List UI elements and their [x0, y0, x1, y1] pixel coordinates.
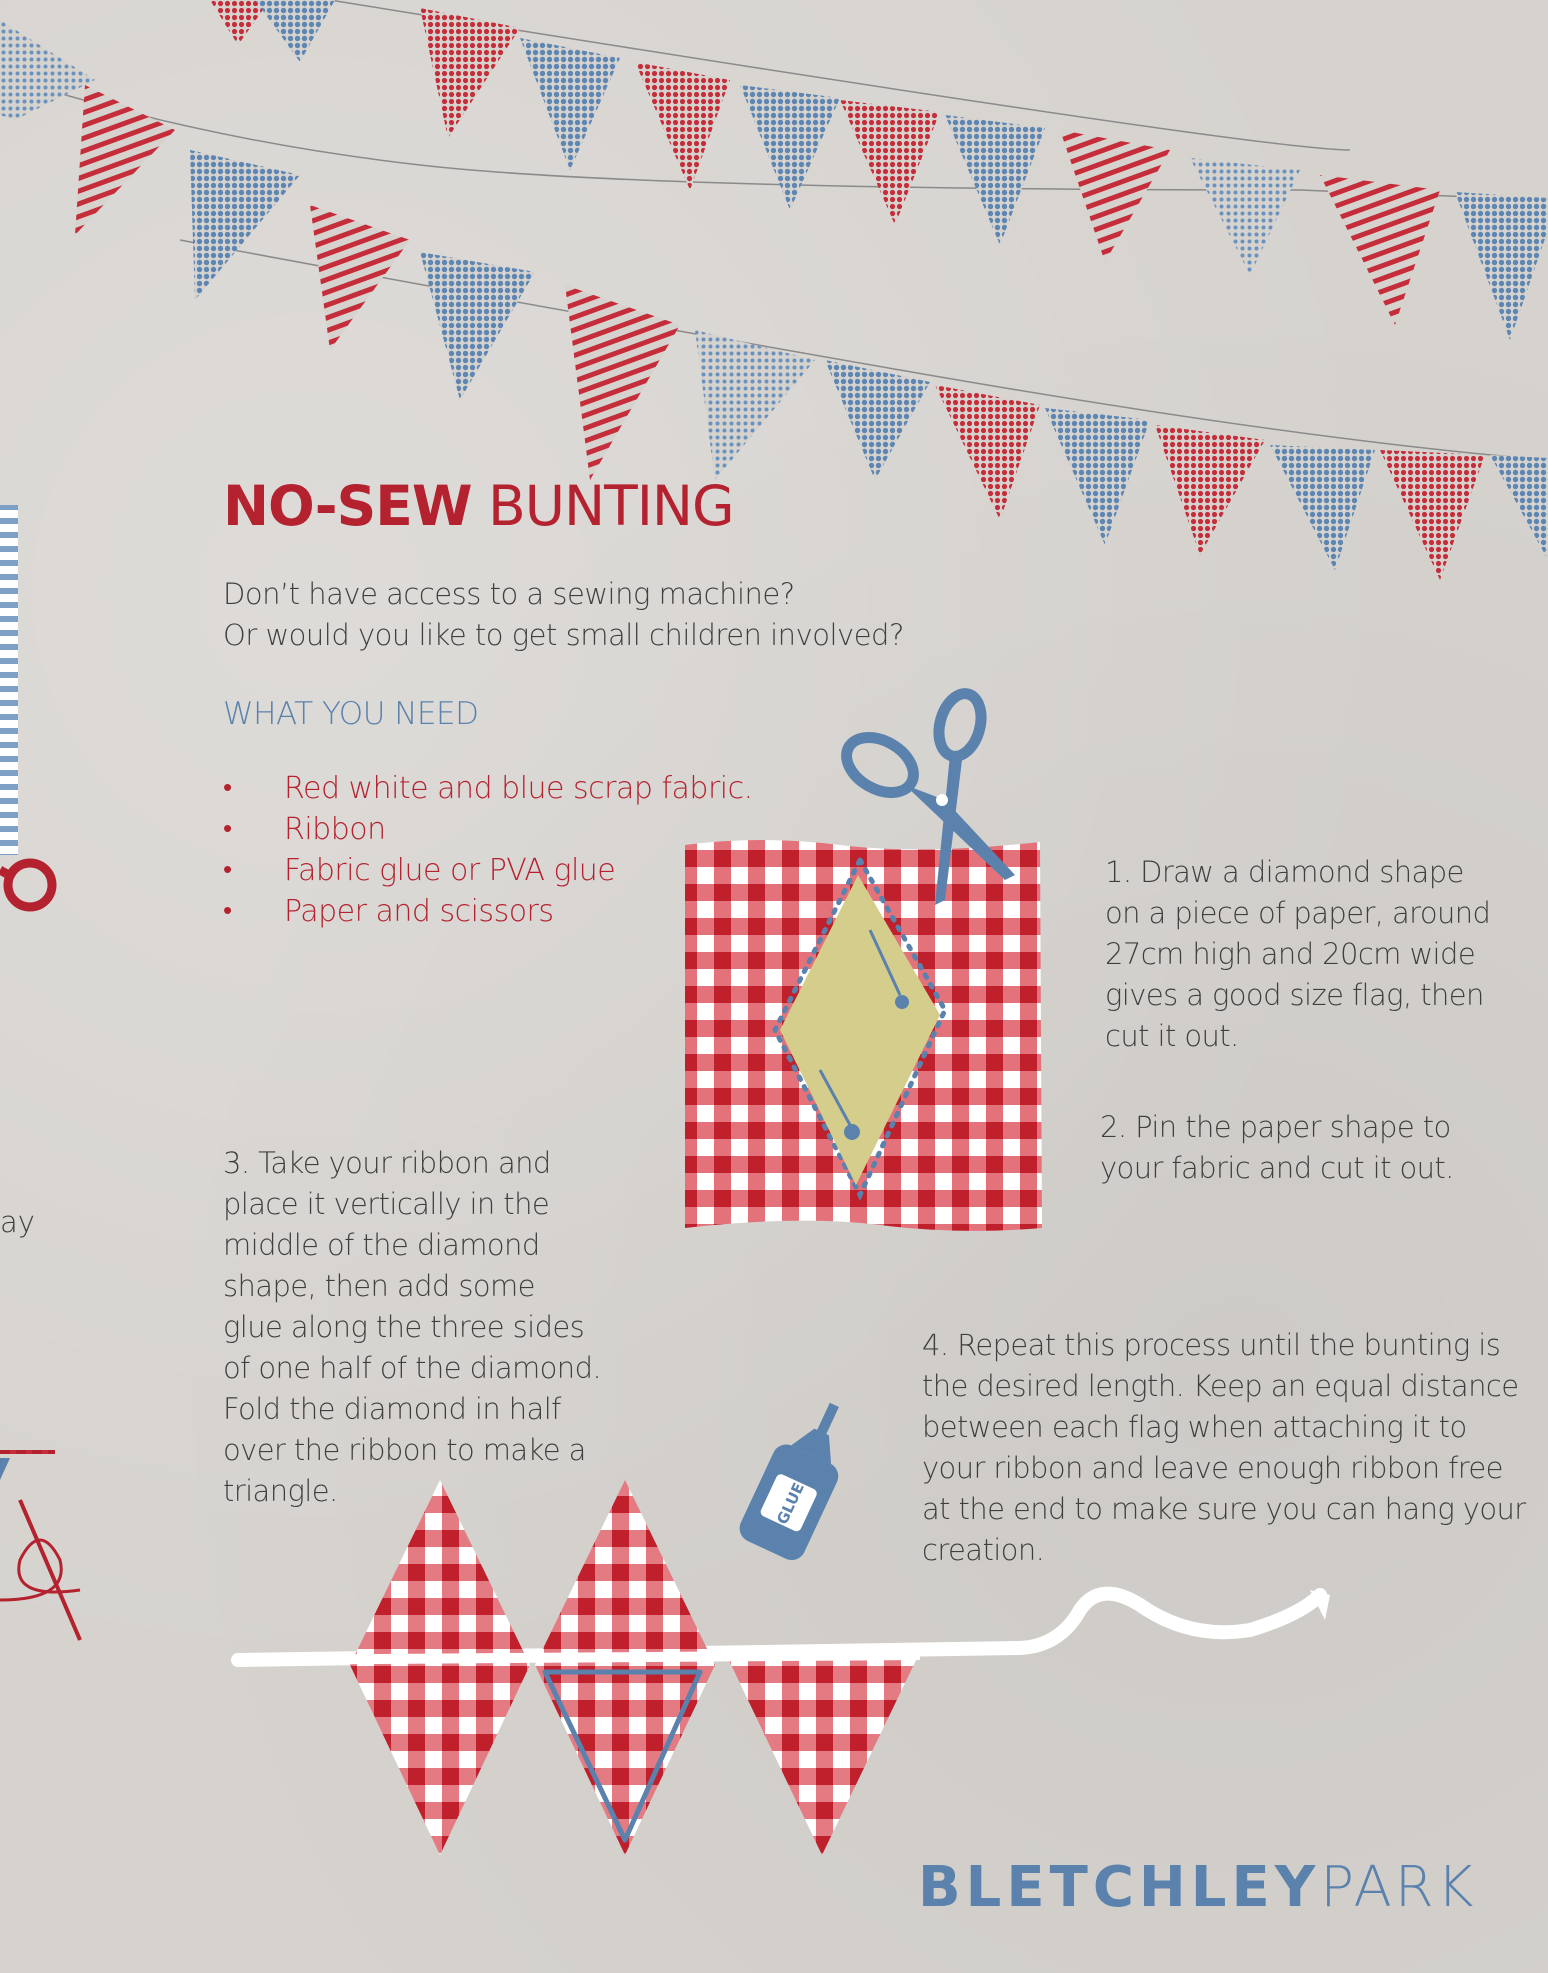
- finished-flags: [238, 1480, 920, 1855]
- step-line: your ribbon and leave enough ribbon free: [922, 1451, 1503, 1485]
- bletchley-park-logo: [918, 1855, 1476, 1920]
- left-edge-stripe-fabric: [0, 505, 55, 1480]
- logo-bold: BLETCHLEY: [918, 1855, 1321, 1920]
- step-3: [223, 1143, 601, 1512]
- step-1: [1105, 852, 1490, 1057]
- needle-thread-icon: [0, 1500, 80, 1640]
- intro-text: [223, 574, 904, 656]
- step-line: your fabric and cut it out.: [1100, 1151, 1454, 1185]
- step-line: gives a good size flag, then: [1105, 978, 1484, 1012]
- list-item: • Paper and scissors: [223, 891, 753, 932]
- scissors-icon-left: [0, 863, 52, 907]
- step-line: 3. Take your ribbon and: [223, 1146, 551, 1180]
- list-item: • Red white and blue scrap fabric.: [223, 768, 753, 809]
- step-line: place it vertically in the: [223, 1187, 550, 1221]
- materials-list: [223, 768, 753, 932]
- step-line: middle of the diamond: [223, 1228, 540, 1262]
- list-item: • Ribbon: [223, 809, 753, 850]
- step-4: [922, 1325, 1526, 1571]
- step-line: on a piece of paper, around: [1105, 896, 1491, 930]
- step-line: at the end to make sure you can hang your: [922, 1492, 1526, 1526]
- what-you-need-heading: WHAT YOU NEED: [223, 696, 479, 732]
- step-line: 2. Pin the paper shape to: [1100, 1110, 1451, 1144]
- step-line: creation.: [922, 1533, 1045, 1567]
- step-line: the desired length. Keep an equal distance: [922, 1369, 1519, 1403]
- step-line: cut it out.: [1105, 1019, 1239, 1053]
- step-2: [1100, 1107, 1454, 1189]
- intro-line: Or would you like to get small children involved?: [223, 618, 904, 652]
- step-line: of one half of the diamond.: [223, 1351, 602, 1385]
- step-line: 4. Repeat this process until the bunting is: [922, 1328, 1501, 1362]
- page-title: [223, 474, 734, 538]
- step-line: triangle.: [223, 1474, 338, 1508]
- step-line: glue along the three sides: [223, 1310, 585, 1344]
- list-item: • Fabric glue or PVA glue: [223, 850, 753, 891]
- step-line: over the ribbon to make a: [223, 1433, 586, 1467]
- glue-bottle-icon: [735, 1390, 866, 1565]
- step-line: shape, then add some: [223, 1269, 535, 1303]
- step-line: 27cm high and 20cm wide: [1105, 937, 1476, 971]
- step-line: Fold the diamond in half: [223, 1392, 561, 1426]
- glue-label: GLUE: [773, 1479, 808, 1528]
- step-line: 1. Draw a diamond shape: [1105, 855, 1464, 889]
- cropped-text-fragment: ay: [0, 1205, 35, 1239]
- title-light: BUNTING: [487, 474, 734, 538]
- step-line: between each flag when attaching it to: [922, 1410, 1467, 1444]
- intro-line: Don’t have access to a sewing machine?: [223, 577, 795, 611]
- logo-light: PARK: [1320, 1855, 1477, 1920]
- title-bold: NO-SEW: [223, 474, 472, 538]
